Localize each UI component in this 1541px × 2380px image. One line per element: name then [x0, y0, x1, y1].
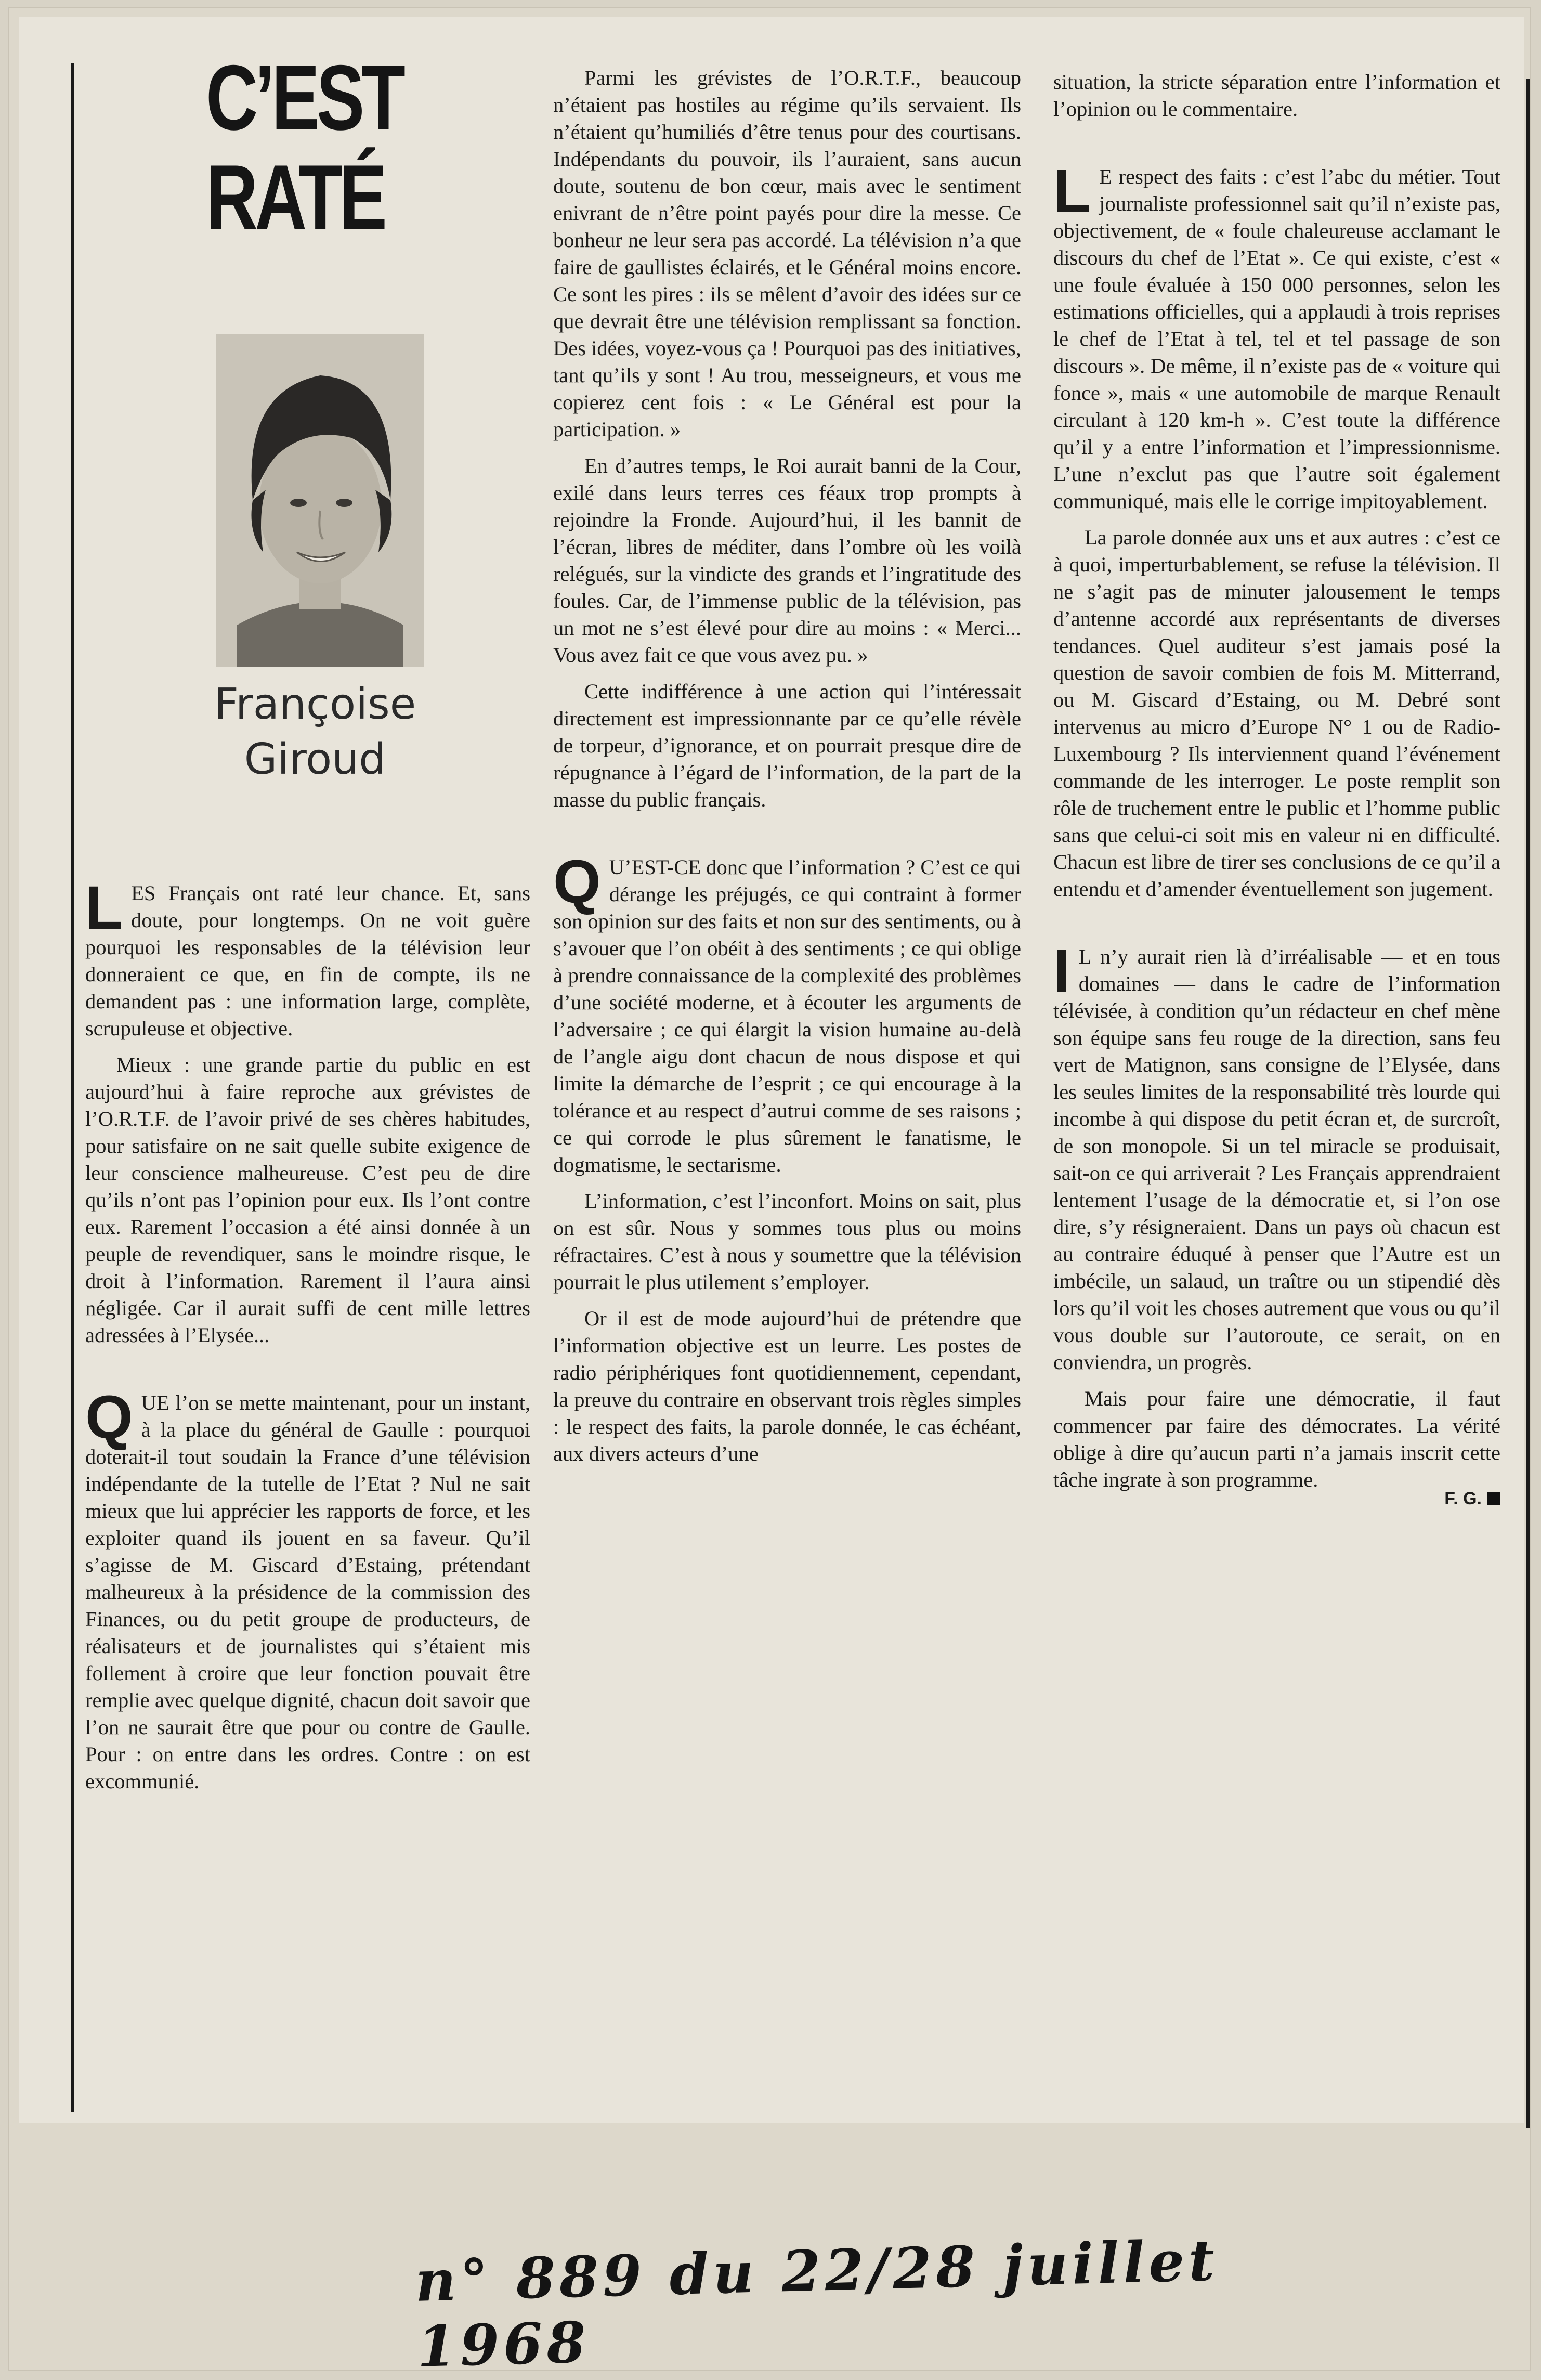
article-headline	[206, 46, 402, 249]
paragraph	[1053, 157, 1500, 515]
paragraph	[553, 848, 1021, 1178]
paragraph-text: U’EST-CE donc que l’information ? C’est ce qui dérange les préjugés, ce qui contraint à former son opinion sur des faits et non sur des sentiments, ou à s’avouer que l’on obéit à des sentiments ; ce qui oblige à prendre connaissance de la complexité des problèmes d’une société moderne, et à écouter les arguments de l’adversaire ; ce qui élargit la vision humaine au-delà de l’angle aigu dont chacun de nous dispose et qui limite la démarche de l’esprit ; ce qui encourage à la tolérance et au respect d’autrui comme de ses raisons ; ce qui corrode le plus sûrement le fanatisme, le dogmatisme, le sectarisme.	[553, 855, 1021, 1176]
paragraph: Or il est de mode aujourd’hui de prétendre que l’information objective est un leurre. Les postes de radio périphériques font quotidiennement, cependant, la preuve du contraire en observant trois règles simples : le respect des faits, la parole donnée, le cas échéant, aux divers acteurs d’une	[553, 1307, 1021, 1465]
paragraph-text: E respect des faits : c’est l’abc du métier. Tout journaliste professionnel sait qu’il n’existe pas, objectivement, de « foule chaleureuse acclamant le discours du chef de l’Etat ». Ce qui existe, c’est « une foule évaluée à 150 000 personnes, selon les estimations officielles, qui a applaudi à trois reprises le chef de l’Etat à tel, tel et tel passage de son discours ». De même, il n’existe pas de « voiture qui fonce », mais « une automobile de marque Renault circulant à 120 km-h ». C’est toute la différence qu’il y a entre l’information et l’impressionnisme. L’une n’exclut pas que l’autre soit également communiqué, mais elle le corrige impitoyablement.	[1053, 165, 1500, 513]
paragraph	[85, 874, 530, 1042]
paragraph: Mais pour faire une démocratie, il faut commencer par faire des démocrates. La vérité oblige à dire qu’aucun parti n’a jamais inscrit cette tâche ingrate à son programme.	[1053, 1387, 1500, 1491]
author-name	[206, 677, 424, 787]
portrait-photo	[216, 334, 424, 667]
headline-line-2: RATÉ	[206, 146, 384, 249]
paragraph: situation, la stricte séparation entre l’information et l’opinion ou le commentaire.	[1053, 70, 1500, 121]
paragraph	[85, 1383, 530, 1795]
drop-cap: Q	[553, 848, 601, 916]
newspaper-clipping	[19, 17, 1524, 2123]
right-column-rule	[1526, 79, 1530, 2128]
paragraph: L’information, c’est l’inconfort. Moins on sait, plus on est sûr. Nous y sommes tous plus ou moins réfractaires. C’est à nous y soumettre que la télévision pourrait le plus utilement s’employer.	[553, 1189, 1021, 1294]
handwritten-issue-note: n° 889 du 22/28 juillet 1968	[414, 2228, 1220, 2380]
paragraph: Parmi les grévistes de l’O.R.T.F., beaucoup n’étaient pas hostiles au régime qu’ils servaient. Ils n’étaient qu’humiliés d’être tenus pour des courtisans. Indépendants du pouvoir, ils l’auraient, sans aucun doute, soutenu de bon cœur, mais avec le sentiment enivrant de n’être point payés pour dire la messe. Ce bonheur ne leur sera pas accordé. La télévision n’a que faire de gaullistes éclairés, et le Général moins encore. Ce sont les pires : ils se mêlent d’avoir des idées sur ce que devrait être une télévision remplissant sa fonction. Des idées, voyez-vous ça ! Pourquoi pas des initiatives, tant qu’ils y sont ! Au trou, messeigneurs, et vous me copierez cent fois : « Le Général est pour la participation. »	[553, 66, 1021, 441]
article-column-2	[553, 64, 1021, 1477]
paragraph-text: L n’y aurait rien là d’irréalisable — et en tous domaines — dans le cadre de l’information télévisée, à condition qu’un rédacteur en chef mène son équipe sans feu rouge de la direction, sans feu vert de Matignon, sans consigne de l’Elysée, dans les seules limites de la responsabilité très lourde qui incombe à qui dispose du petit écran et, de surcroît, de son monopole. Si un tel miracle se produisait, sait-on ce qui arriverait ? Les Français apprendraient lentement l’usage de la démocratie et, si l’on ose dire, s’y résigneraient. Dans un pays où chacun est au contraire éduqué à penser que l’Autre est un imbécile, un salaud, un traître ou un stipendié dès lors qu’il voit les choses autrement que vous ou qu’il vous double sur l’autoroute, ce serait, on en conviendra, un progrès.	[1053, 945, 1500, 1374]
paragraph	[1053, 937, 1500, 1376]
drop-cap: I	[1053, 937, 1070, 1006]
author-first-name: Françoise	[214, 680, 416, 729]
left-column-rule	[71, 63, 74, 2112]
author-last-name: Giroud	[244, 735, 386, 784]
headline-line-1: C’EST	[206, 46, 402, 149]
signature-initials: F. G.	[1444, 1489, 1482, 1508]
paragraph: Cette indifférence à une action qui l’intéressait directement est impressionnante par ce qu’elle révèle de torpeur, d’ignorance, et on pourrait presque dire de répugnance à l’égard de l’information, de la part de la masse du public français.	[553, 680, 1021, 811]
drop-cap: L	[85, 874, 123, 942]
paragraph: En d’autres temps, le Roi aurait banni de la Cour, exilé dans leurs terres ces féaux trop prompts à rejoindre la Fronde. Aujourd’hui, il les bannit de l’écran, libres de méditer, dans l’ombre où les voilà relégués, sur la vindicte des grands et l’ingratitude des foules. Car, de l’immense public de la télévision, pas un mot ne s’est élevé pour dire au moins : « Merci... Vous avez fait ce que vous avez pu. »	[553, 454, 1021, 667]
paragraph: La parole donnée aux uns et aux autres : c’est ce à quoi, imperturbablement, se refuse la télévision. Il ne s’agit pas de minuter jalousement le temps d’antenne accordé aux représentants de diverses tendances. Quel auditeur s’est jamais posé la question de savoir combien de fois M. Mitterrand, ou M. Giscard d’Estaing, ou M. Debré sont intervenus au micro d’Europe N° 1 ou de Radio-Luxembourg ? Ils interviennent quand l’événement commande de les interroger. Le poste remplit son rôle de truchement entre le public et l’homme public sans que celui-ci soit mis en valeur ni en difficulté. Chacun est libre de tirer ses conclusions de ce qu’il a entendu et d’amender éventuellement son jugement.	[1053, 526, 1500, 901]
paragraph-text: ES Français ont raté leur chance. Et, sans doute, pour longtemps. On ne voit guère pourquoi les responsables de la télévision leur donneraient ce que, en fin de compte, ils ne demandent pas : une information large, complète, scrupuleuse et objective.	[85, 881, 530, 1040]
drop-cap: L	[1053, 157, 1091, 226]
drop-cap: Q	[85, 1383, 133, 1452]
author-portrait	[216, 334, 424, 667]
article-column-3	[1053, 69, 1500, 1512]
paragraph-text: UE l’on se mette maintenant, pour un instant, à la place du général de Gaulle : pourquoi doterait-il tout soudain la France d’une télévision indépendante de la tutelle de l’Etat ? Nul ne sait mieux que lui apprécier les rapports de force, et les exploiter quand ils jouent en sa faveur. Qu’il s’agisse de M. Giscard d’Estaing, prétendant malheureux à la présidence de la commission des Finances, ou du petit groupe de producteurs, de réalisateurs et de journalistes qui s’étaient mis follement à croire que leur fonction pouvait être remplie avec quelque dignité, chacun doit savoir que l’on ne saurait être que pour ou contre de Gaulle. Pour : on entre dans les ordres. Contre : on est excommunié.	[85, 1391, 530, 1793]
article-column-1	[85, 874, 530, 1804]
end-mark-icon	[1487, 1492, 1500, 1505]
paragraph: Mieux : une grande partie du public en est aujourd’hui à faire reproche aux grévistes de l’O.R.T.F. de l’avoir privé de ses chères habitudes, pour satisfaire on ne sait quelle subite exigence de leur conscience malheureuse. C’est peu de dire qu’ils n’ont pas l’opinion pour eux. Ils l’ont contre eux. Rarement l’occasion a été ainsi donnée à un peuple de revendiquer, sans le moindre risque, le droit à l’information. Rarement il l’aura ainsi négligée. Car il aurait suffi de cent mille lettres adressées à l’Elysée...	[85, 1053, 530, 1347]
